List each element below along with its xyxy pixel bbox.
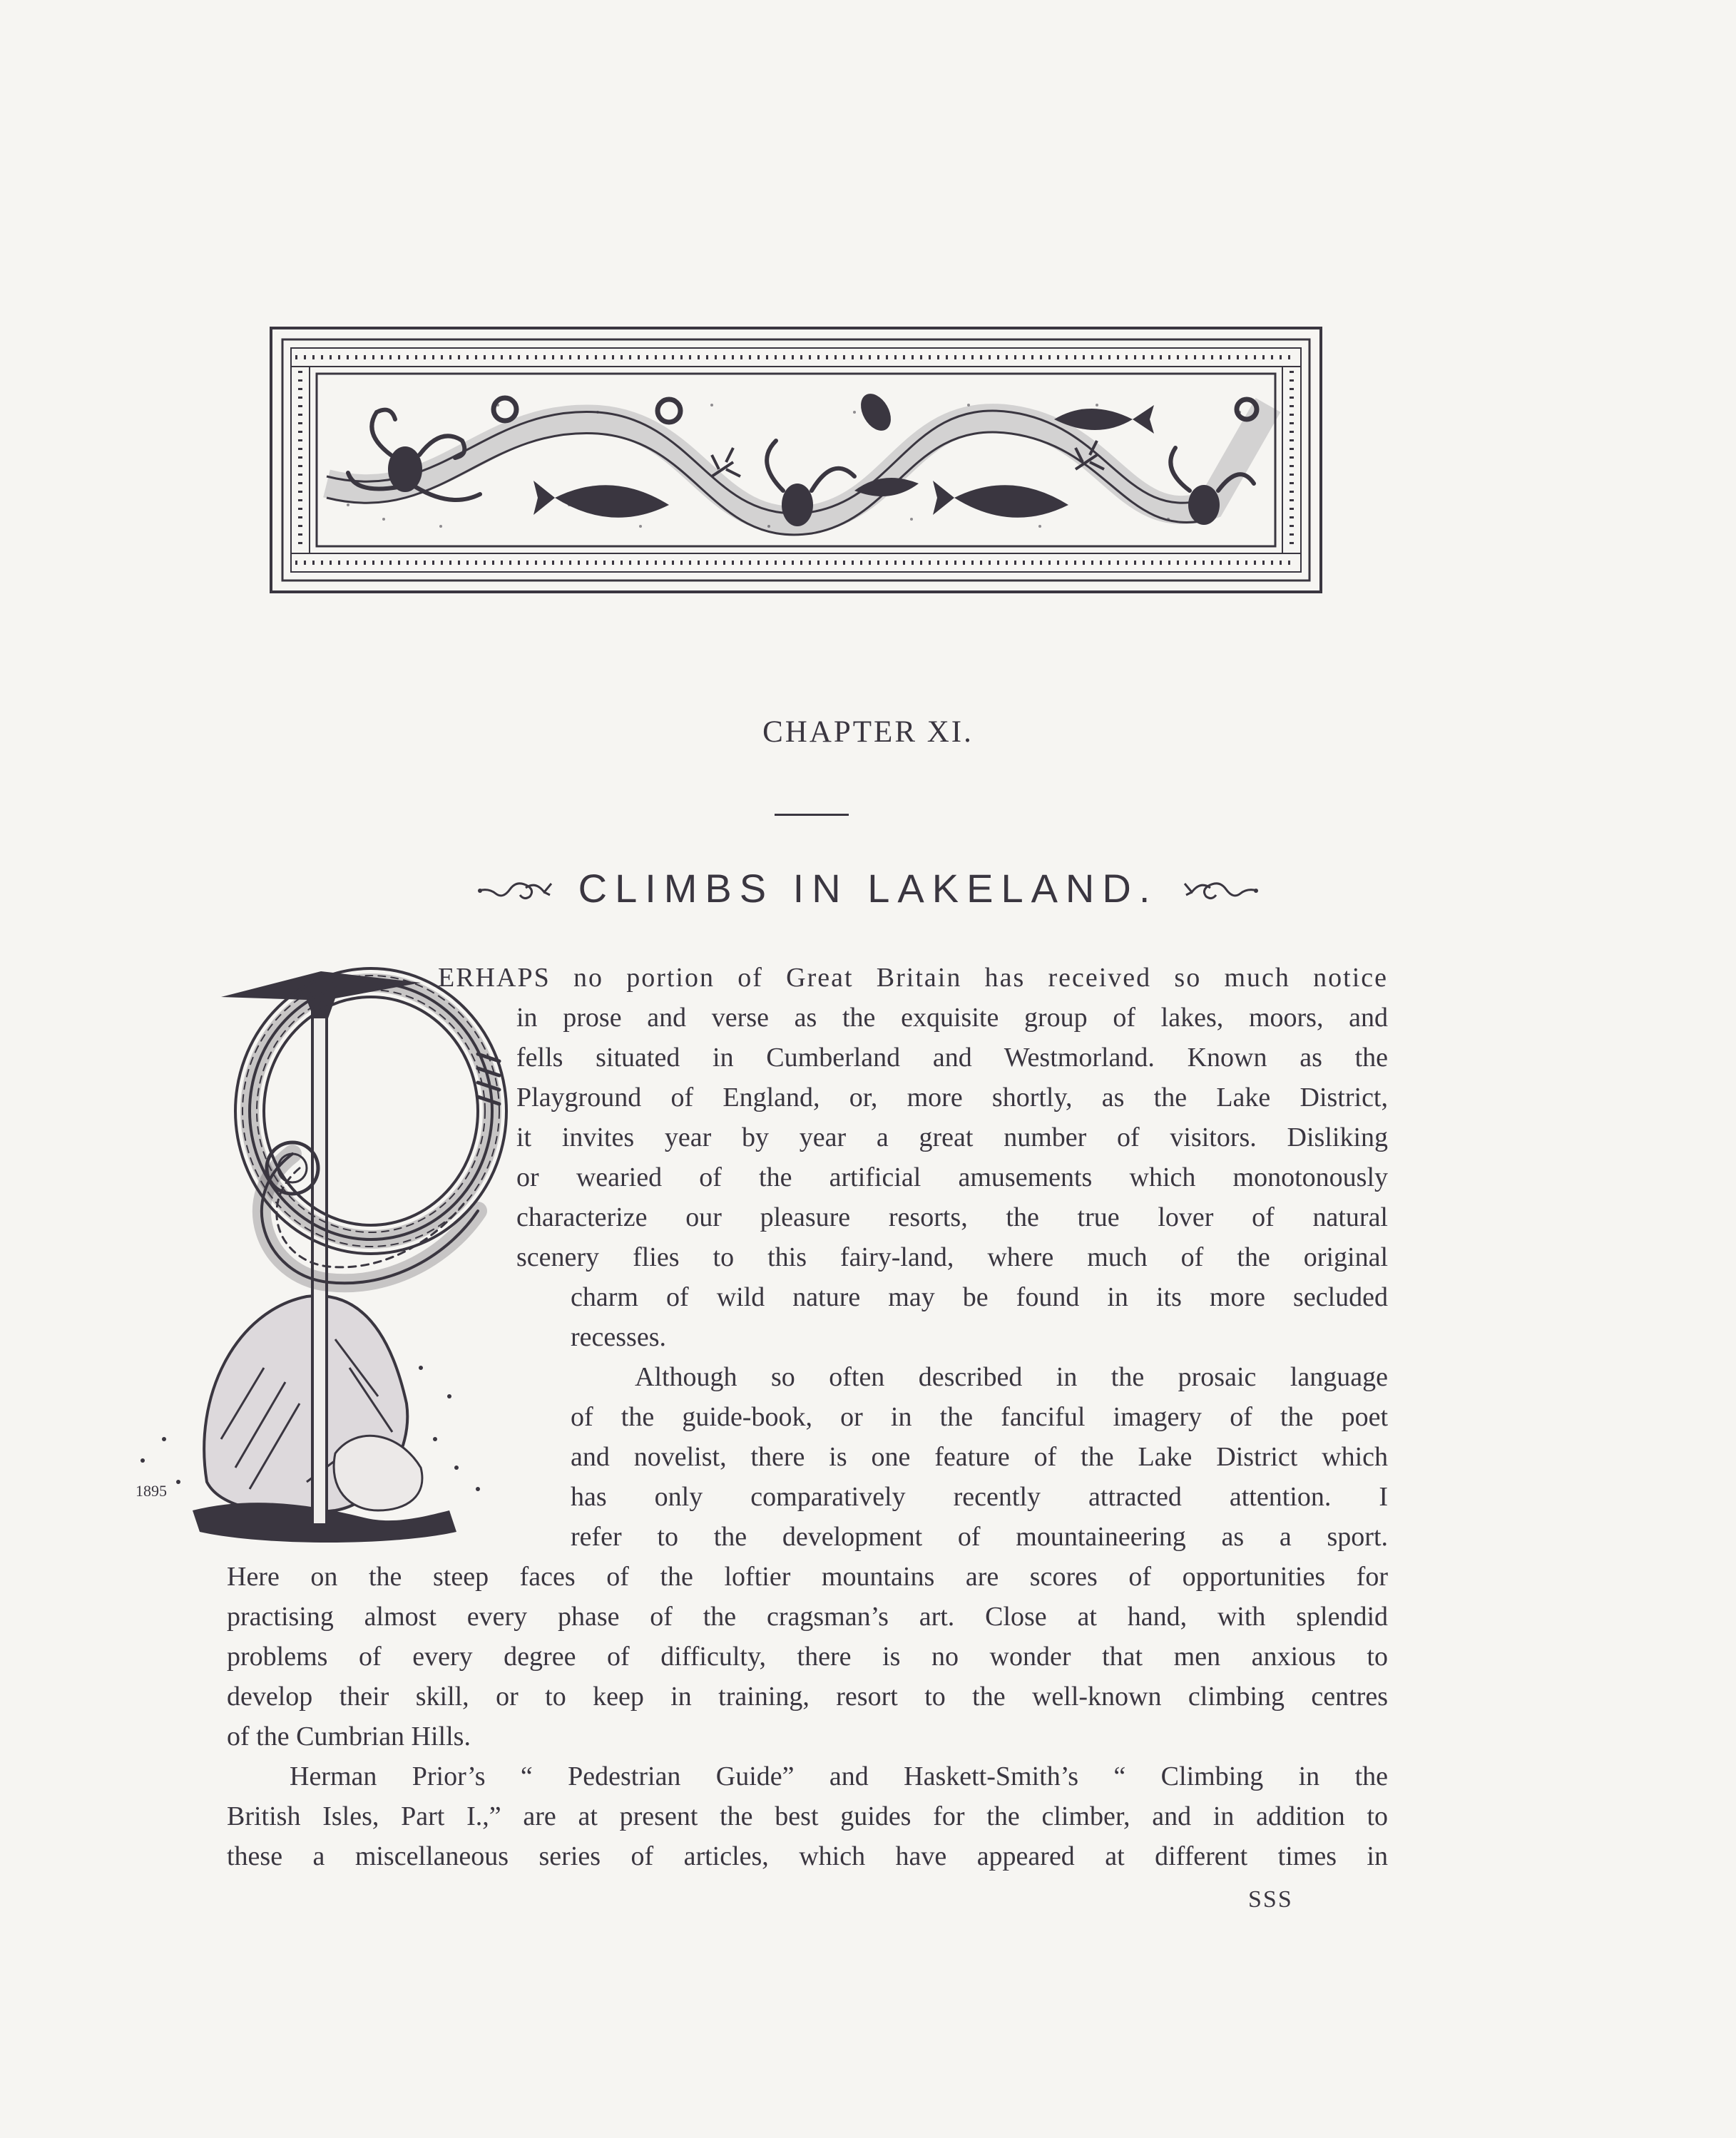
body-line: of the guide-book, or in the fanciful imagery of the poet: [571, 1402, 1388, 1432]
body-line: charm of wild nature may be found in its more secluded: [571, 1282, 1388, 1312]
body-line: has only comparatively recently attracted attention. I: [571, 1482, 1388, 1512]
chapter-number: CHAPTER XI.: [762, 715, 974, 749]
drop-cap-signature: 1895: [136, 1482, 167, 1500]
chapter-title-row: [0, 864, 1736, 911]
body-line: problems of every degree of difficulty, there is no wonder that men anxious to: [227, 1642, 1388, 1672]
body-line: it invites year by year a great number of visitors. Disliking: [516, 1122, 1388, 1152]
body-line: develop their skill, or to keep in training, resort to the well-known climbing centres: [227, 1682, 1388, 1712]
body-line: Although so often described in the prosaic language: [635, 1362, 1388, 1392]
decorative-header-band: [270, 327, 1322, 593]
body-line: of the Cumbrian Hills.: [227, 1722, 471, 1751]
chapter-divider-rule: [775, 814, 849, 816]
left-flourish-icon: [476, 874, 554, 902]
body-line: characterize our pleasure resorts, the true lover of natural: [516, 1202, 1388, 1232]
body-line: fells situated in Cumberland and Westmorland. Known as the: [516, 1043, 1388, 1073]
illustrated-drop-cap-p: [121, 940, 556, 1553]
chapter-title: CLIMBS IN LAKELAND.: [578, 865, 1158, 911]
body-line: and novelist, there is one feature of the Lake District which: [571, 1442, 1388, 1472]
body-line: these a miscellaneous series of articles, which have appeared at different times in: [227, 1841, 1388, 1871]
body-line: recesses.: [571, 1322, 666, 1352]
body-line: practising almost every phase of the cragsman’s art. Close at hand, with splendid: [227, 1602, 1388, 1632]
body-line: or wearied of the artificial amusements which monotonously: [516, 1162, 1388, 1192]
body-line: Herman Prior’s “ Pedestrian Guide” and Haskett-Smith’s “ Climbing in the: [290, 1761, 1388, 1791]
body-line: scenery flies to this fairy-land, where much of the original: [516, 1242, 1388, 1272]
body-line: Here on the steep faces of the loftier mountains are scores of opportunities for: [227, 1562, 1388, 1592]
body-line: British Isles, Part I.,” are at present the best guides for the climber, and in addition to: [227, 1801, 1388, 1831]
catchword-folio: SSS: [1248, 1886, 1293, 1913]
body-line: refer to the development of mountaineering as a sport.: [571, 1522, 1388, 1552]
right-flourish-icon: [1182, 874, 1260, 902]
body-line: in prose and verse as the exquisite group of lakes, moors, and: [516, 1003, 1388, 1033]
body-line: ERHAPS no portion of Great Britain has received so much notice: [438, 963, 1388, 993]
body-line: Playground of England, or, more shortly, as the Lake District,: [516, 1083, 1388, 1113]
